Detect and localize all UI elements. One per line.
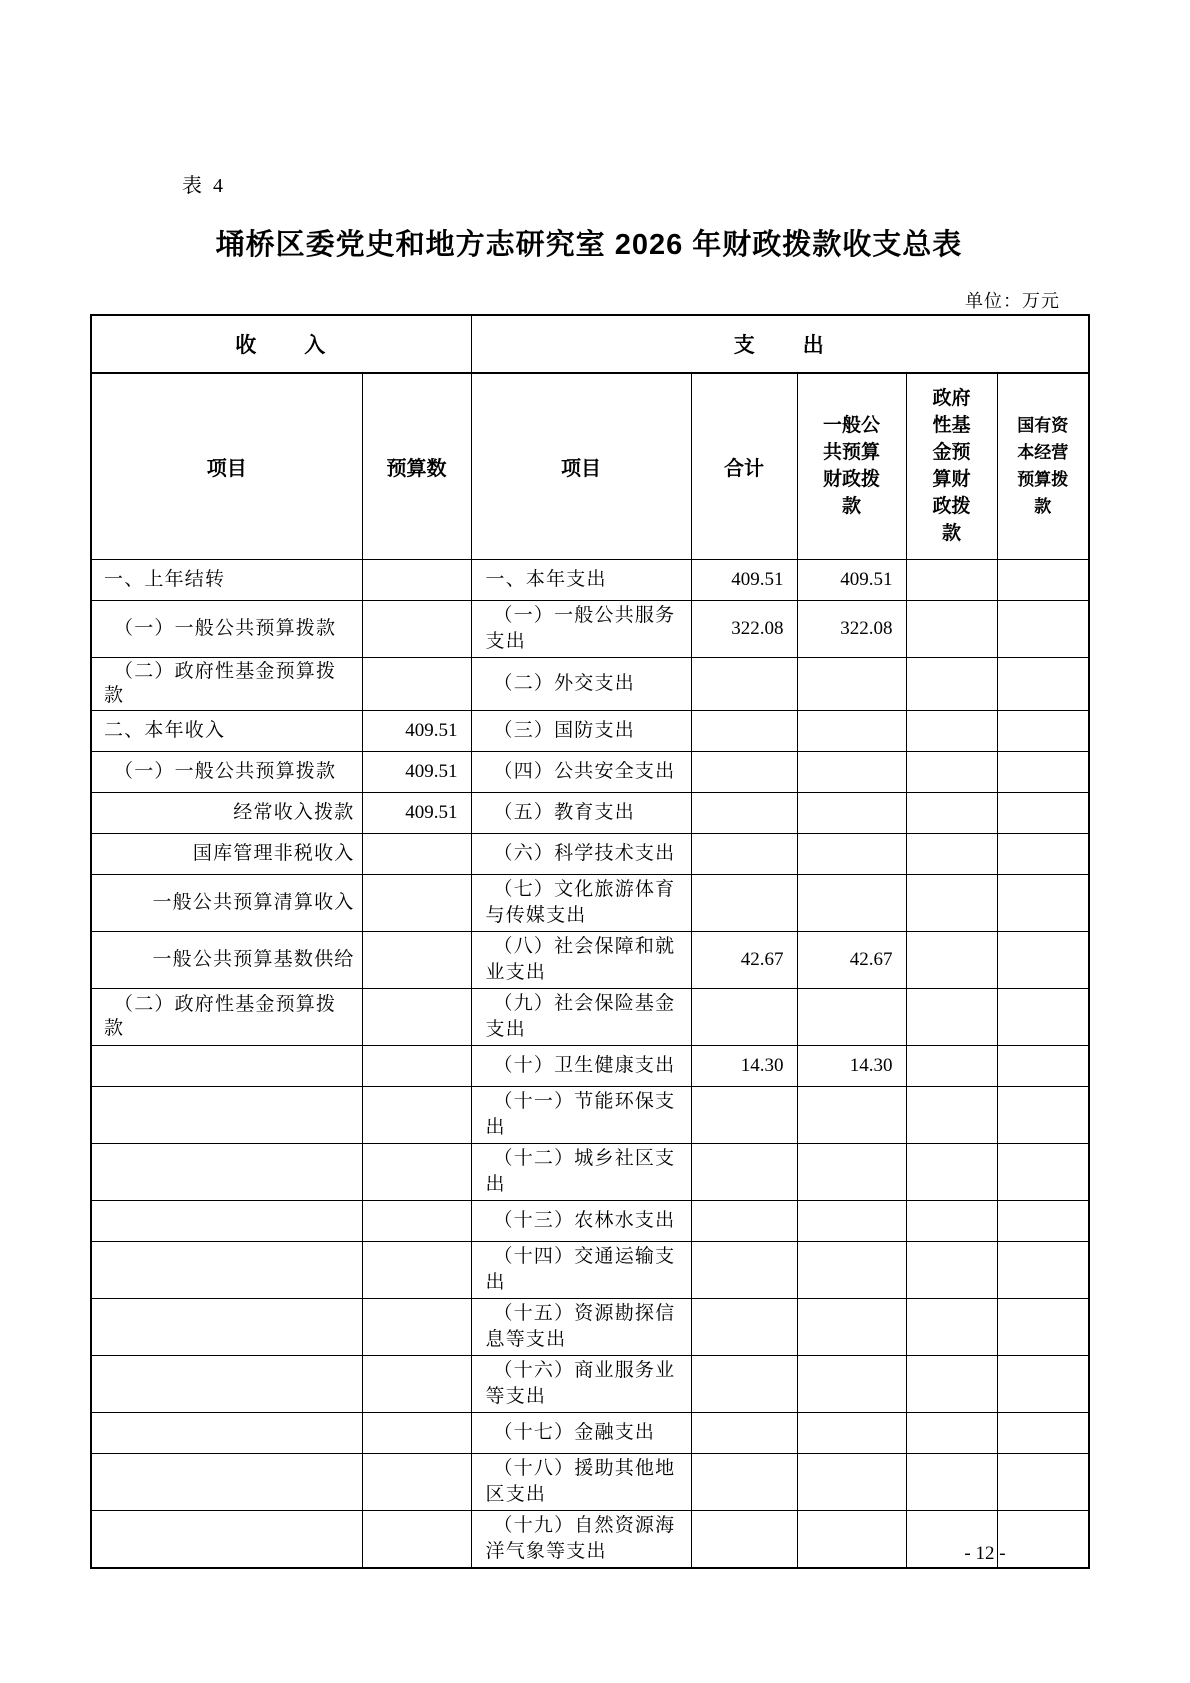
expense-general-public-cell <box>797 1143 906 1200</box>
expense-gov-fund-cell <box>906 600 997 657</box>
expense-gov-fund-cell <box>906 874 997 931</box>
expense-item-cell: （十六）商业服务业等支出 <box>471 1355 691 1412</box>
expense-total-cell <box>691 1086 797 1143</box>
expense-state-capital-cell <box>997 1045 1089 1086</box>
expense-total-cell <box>691 988 797 1045</box>
expense-item-cell: （九）社会保险基金支出 <box>471 988 691 1045</box>
expense-gov-fund-cell <box>906 1143 997 1200</box>
budget-table-body <box>91 559 1089 1568</box>
expense-item-cell: （三）国防支出 <box>471 710 691 751</box>
table-row <box>91 657 1089 710</box>
expense-item-cell: （十七）金融支出 <box>471 1412 691 1453</box>
expense-state-capital-cell <box>997 1355 1089 1412</box>
table-row <box>91 874 1089 931</box>
expense-general-public-cell <box>797 833 906 874</box>
expense-gov-fund-cell <box>906 710 997 751</box>
income-budget-cell <box>362 1045 471 1086</box>
expense-gov-fund-cell <box>906 1086 997 1143</box>
expense-total-cell <box>691 1200 797 1241</box>
table-row <box>91 559 1089 600</box>
income-budget-cell <box>362 1200 471 1241</box>
income-item-cell <box>91 1298 362 1355</box>
col-header-total: 合计 <box>691 373 797 559</box>
expense-state-capital-cell <box>997 657 1089 710</box>
table-row <box>91 600 1089 657</box>
income-budget-cell: 409.51 <box>362 792 471 833</box>
expense-total-cell <box>691 1510 797 1568</box>
expense-state-capital-cell <box>997 600 1089 657</box>
expense-general-public-cell <box>797 1510 906 1568</box>
expense-gov-fund-cell <box>906 1412 997 1453</box>
expense-general-public-cell <box>797 657 906 710</box>
income-item-cell: （一）一般公共预算拨款 <box>91 600 362 657</box>
expense-item-cell: （一）一般公共服务支出 <box>471 600 691 657</box>
expense-state-capital-cell <box>997 1086 1089 1143</box>
table-number-label: 表 4 <box>182 175 226 197</box>
expense-general-public-cell: 42.67 <box>797 931 906 988</box>
expense-state-capital-cell <box>997 931 1089 988</box>
expense-general-public-cell <box>797 1355 906 1412</box>
col-header-income-budget: 预算数 <box>362 373 471 559</box>
expense-gov-fund-cell <box>906 751 997 792</box>
expense-item-cell: （十三）农林水支出 <box>471 1200 691 1241</box>
income-item-cell <box>91 1355 362 1412</box>
income-item-cell: 经常收入拨款 <box>91 792 362 833</box>
expense-total-cell <box>691 833 797 874</box>
table-row <box>91 792 1089 833</box>
expense-gov-fund-cell <box>906 1298 997 1355</box>
expense-general-public-cell: 14.30 <box>797 1045 906 1086</box>
expense-total-cell <box>691 751 797 792</box>
expense-general-public-cell: 322.08 <box>797 600 906 657</box>
expense-total-cell <box>691 1355 797 1412</box>
income-item-cell: （二）政府性基金预算拨款 <box>91 988 362 1045</box>
expense-general-public-cell <box>797 792 906 833</box>
table-row <box>91 1086 1089 1143</box>
table-row <box>91 1143 1089 1200</box>
income-item-cell: 一、上年结转 <box>91 559 362 600</box>
expense-state-capital-cell <box>997 833 1089 874</box>
income-item-cell <box>91 1510 362 1568</box>
expense-total-cell <box>691 1241 797 1298</box>
income-item-cell <box>91 1086 362 1143</box>
income-item-cell <box>91 1200 362 1241</box>
page-title: 埇桥区委党史和地方志研究室 2026 年财政拨款收支总表 <box>215 229 963 261</box>
expense-general-public-cell <box>797 988 906 1045</box>
expense-item-cell: （十九）自然资源海洋气象等支出 <box>471 1510 691 1568</box>
income-budget-cell: 409.51 <box>362 710 471 751</box>
expense-general-public-cell <box>797 1453 906 1510</box>
income-item-cell: （二）政府性基金预算拨款 <box>91 657 362 710</box>
expense-general-public-cell <box>797 1200 906 1241</box>
expense-state-capital-cell <box>997 1143 1089 1200</box>
income-item-cell: 国库管理非税收入 <box>91 833 362 874</box>
income-budget-cell <box>362 931 471 988</box>
expense-general-public-cell: 409.51 <box>797 559 906 600</box>
expense-total-cell <box>691 1298 797 1355</box>
col-header-general-public-budget <box>797 373 906 559</box>
expense-state-capital-cell <box>997 1200 1089 1241</box>
expense-item-cell: （十五）资源勘探信息等支出 <box>471 1298 691 1355</box>
expense-gov-fund-cell <box>906 1453 997 1510</box>
table-row <box>91 1298 1089 1355</box>
income-budget-cell <box>362 1453 471 1510</box>
income-budget-cell <box>362 988 471 1045</box>
income-item-cell <box>91 1143 362 1200</box>
table-row <box>91 1045 1089 1086</box>
expense-total-cell: 409.51 <box>691 559 797 600</box>
expense-state-capital-cell <box>997 1241 1089 1298</box>
income-budget-cell <box>362 874 471 931</box>
expense-state-capital-cell <box>997 1453 1089 1510</box>
income-budget-cell <box>362 1086 471 1143</box>
expense-item-cell: （六）科学技术支出 <box>471 833 691 874</box>
expense-gov-fund-cell <box>906 988 997 1045</box>
expense-state-capital-cell <box>997 710 1089 751</box>
page-number: - 12 - <box>964 1543 1006 1564</box>
expense-item-cell: （八）社会保障和就业支出 <box>471 931 691 988</box>
col-header-general-public-budget-text: 一般公共预算财政拨款 <box>822 415 880 518</box>
expense-gov-fund-cell <box>906 1045 997 1086</box>
expense-state-capital-cell <box>997 751 1089 792</box>
expense-item-cell: （五）教育支出 <box>471 792 691 833</box>
expense-section-header: 支 出 <box>471 315 1089 373</box>
expense-item-cell: （四）公共安全支出 <box>471 751 691 792</box>
expense-total-cell <box>691 1143 797 1200</box>
expense-item-cell: （十二）城乡社区支出 <box>471 1143 691 1200</box>
expense-gov-fund-cell <box>906 1241 997 1298</box>
expense-item-cell: （七）文化旅游体育与传媒支出 <box>471 874 691 931</box>
col-header-state-capital-budget-text: 国有资本经营预算拨款 <box>1017 416 1069 517</box>
col-header-expense-item: 项目 <box>471 373 691 559</box>
expense-general-public-cell <box>797 1412 906 1453</box>
income-item-cell: （一）一般公共预算拨款 <box>91 751 362 792</box>
table-row <box>91 1200 1089 1241</box>
expense-state-capital-cell <box>997 559 1089 600</box>
income-item-cell <box>91 1412 362 1453</box>
expense-total-cell: 14.30 <box>691 1045 797 1086</box>
expense-general-public-cell <box>797 1241 906 1298</box>
expense-gov-fund-cell <box>906 931 997 988</box>
expense-total-cell <box>691 874 797 931</box>
income-item-cell <box>91 1045 362 1086</box>
expense-gov-fund-cell <box>906 792 997 833</box>
table-row <box>91 931 1089 988</box>
income-item-cell <box>91 1241 362 1298</box>
expense-item-cell: （十四）交通运输支出 <box>471 1241 691 1298</box>
income-budget-cell <box>362 1355 471 1412</box>
income-item-cell: 二、本年收入 <box>91 710 362 751</box>
expense-total-cell <box>691 1412 797 1453</box>
expense-general-public-cell <box>797 1298 906 1355</box>
expense-total-cell: 42.67 <box>691 931 797 988</box>
table-row <box>91 1453 1089 1510</box>
income-item-cell: 一般公共预算基数供给 <box>91 931 362 988</box>
table-row <box>91 1355 1089 1412</box>
expense-item-cell: 一、本年支出 <box>471 559 691 600</box>
col-header-income-item: 项目 <box>91 373 362 559</box>
expense-state-capital-cell <box>997 874 1089 931</box>
budget-summary-table <box>90 314 1090 1569</box>
expense-general-public-cell <box>797 710 906 751</box>
table-row <box>91 751 1089 792</box>
income-budget-cell <box>362 1143 471 1200</box>
table-row <box>91 1241 1089 1298</box>
income-budget-cell <box>362 657 471 710</box>
expense-total-cell <box>691 792 797 833</box>
col-header-gov-fund-budget <box>906 373 997 559</box>
expense-gov-fund-cell <box>906 559 997 600</box>
income-budget-cell <box>362 1412 471 1453</box>
expense-total-cell <box>691 657 797 710</box>
table-row <box>91 1412 1089 1453</box>
expense-state-capital-cell <box>997 1412 1089 1453</box>
expense-total-cell <box>691 1453 797 1510</box>
table-row <box>91 988 1089 1045</box>
section-header-row <box>91 315 1089 373</box>
income-budget-cell <box>362 1298 471 1355</box>
income-section-header: 收 入 <box>91 315 471 373</box>
table-row <box>91 710 1089 751</box>
expense-state-capital-cell <box>997 1298 1089 1355</box>
expense-general-public-cell <box>797 751 906 792</box>
col-header-state-capital-budget <box>997 373 1089 559</box>
income-budget-cell <box>362 833 471 874</box>
expense-state-capital-cell <box>997 792 1089 833</box>
expense-item-cell: （二）外交支出 <box>471 657 691 710</box>
expense-item-cell: （十）卫生健康支出 <box>471 1045 691 1086</box>
table-row <box>91 833 1089 874</box>
column-header-row <box>91 373 1089 559</box>
expense-gov-fund-cell <box>906 833 997 874</box>
expense-total-cell: 322.08 <box>691 600 797 657</box>
income-budget-cell: 409.51 <box>362 751 471 792</box>
expense-gov-fund-cell <box>906 657 997 710</box>
expense-item-cell: （十八）援助其他地区支出 <box>471 1453 691 1510</box>
col-header-gov-fund-budget-text: 政府性基金预算财政拨款 <box>932 388 971 545</box>
expense-general-public-cell <box>797 874 906 931</box>
income-budget-cell <box>362 600 471 657</box>
income-budget-cell <box>362 1241 471 1298</box>
expense-item-cell: （十一）节能环保支出 <box>471 1086 691 1143</box>
expense-state-capital-cell <box>997 988 1089 1045</box>
income-item-cell: 一般公共预算清算收入 <box>91 874 362 931</box>
expense-general-public-cell <box>797 1086 906 1143</box>
expense-gov-fund-cell <box>906 1200 997 1241</box>
income-budget-cell <box>362 559 471 600</box>
income-budget-cell <box>362 1510 471 1568</box>
expense-gov-fund-cell <box>906 1355 997 1412</box>
unit-label: 单位：万元 <box>965 291 1060 311</box>
expense-total-cell <box>691 710 797 751</box>
income-item-cell <box>91 1453 362 1510</box>
